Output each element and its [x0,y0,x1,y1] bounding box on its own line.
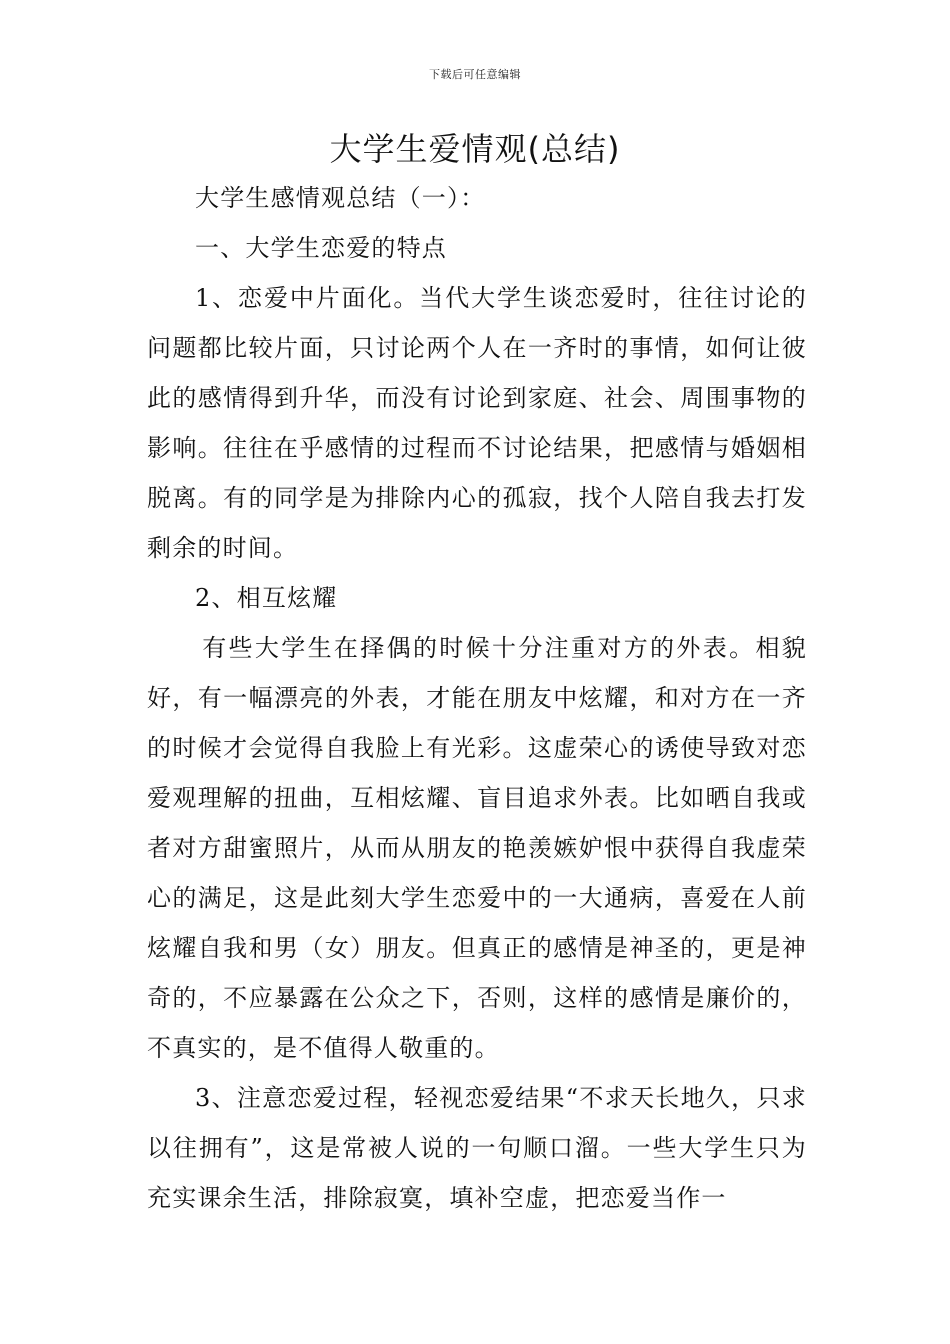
paragraph-point-1: 1、恋爱中片面化。当代大学生谈恋爱时，往往讨论的问题都比较片面，只讨论两个人在一齐时的事情，如何让彼此的感情得到升华，而没有讨论到家庭、社会、周围事物的影响。往往在乎感情的过程而不讨论结果，把感情与婚姻相脱离。有的同学是为排除内心的孤寂，找个人陪自我去打发剩余的时间。 [147,284,807,562]
paragraph-point-3: 3、注意恋爱过程，轻视恋爱结果“不求天长地久，只求以往拥有”，这是常被人说的一句顺口溜。一些大学生只为充实课余生活，排除寂寞，填补空虚，把恋爱当作一 [147,1084,807,1212]
document-body [147,173,807,1223]
section-heading-characteristics: 一、大学生恋爱的特点 [195,234,447,262]
subheading-point-2: 2、相互炫耀 [195,584,338,612]
document-title: 大学生爱情观(总结) [329,130,621,168]
header-note: 下载后可任意编辑 [429,68,521,81]
paragraph-point-2-body: 有些大学生在择偶的时候十分注重对方的外表。相貌好，有一幅漂亮的外表，才能在朋友中炫耀，和对方在一齐的时候才会觉得自我脸上有光彩。这虚荣心的诱使导致对恋爱观理解的扭曲，互相炫耀、盲目追求外表。比如晒自我或者对方甜蜜照片，从而从朋友的艳羡嫉妒恨中获得自我虚荣心的满足，这是此刻大学生恋爱中的一大通病，喜爱在人前炫耀自我和男（女）朋友。但真正的感情是神圣的，更是神奇的，不应暴露在公众之下，否则，这样的感情是廉价的，不真实的，是不值得人敬重的。 [147,634,807,1062]
section-heading-summary: 大学生感情观总结（一）： [195,184,486,212]
